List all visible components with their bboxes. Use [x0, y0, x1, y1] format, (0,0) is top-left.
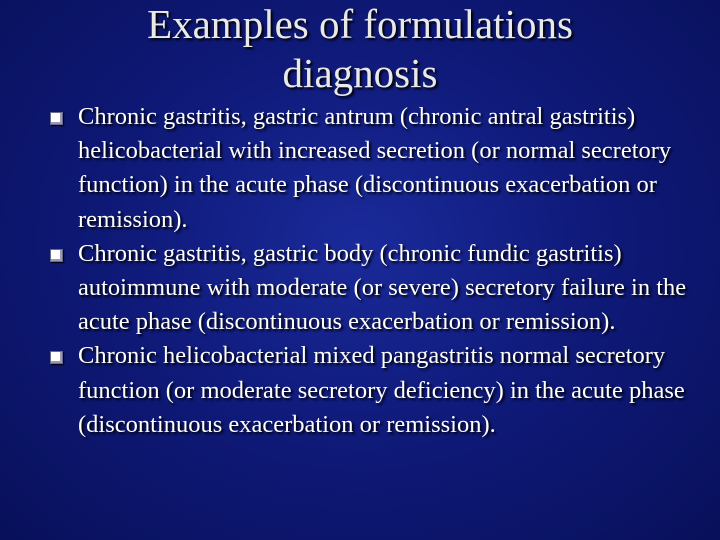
slide-title-line-2: diagnosis: [282, 50, 438, 96]
bullet-item: [50, 100, 710, 237]
bullet-text: Chronic gastritis, gastric body (chronic fundic gastritis) autoimmune with moderate (or severe) secretory failure in the acute phase (discontinuous exacerbation or remission).: [78, 239, 687, 336]
checkbox-bullet-icon: [50, 112, 63, 125]
bullet-list: [50, 100, 710, 442]
checkbox-bullet-icon: [50, 351, 63, 364]
slide-title-line-1: Examples of formulations: [147, 1, 573, 47]
bullet-text: Chronic helicobacterial mixed pangastritis normal secretory function (or moderate secretory deficiency) in the acute phase (discontinuous exacerbation or remission).: [78, 342, 685, 438]
checkbox-bullet-icon: [50, 249, 63, 262]
bullet-text: Chronic gastritis, gastric antrum (chronic antral gastritis) helicobacterial with increased secretion (or normal secretory function) in the acute phase (discontinuous exacerbation or remission).: [78, 103, 672, 233]
bullet-item: [50, 237, 710, 340]
slide-title: [0, 0, 720, 98]
bullet-item: [50, 339, 710, 442]
